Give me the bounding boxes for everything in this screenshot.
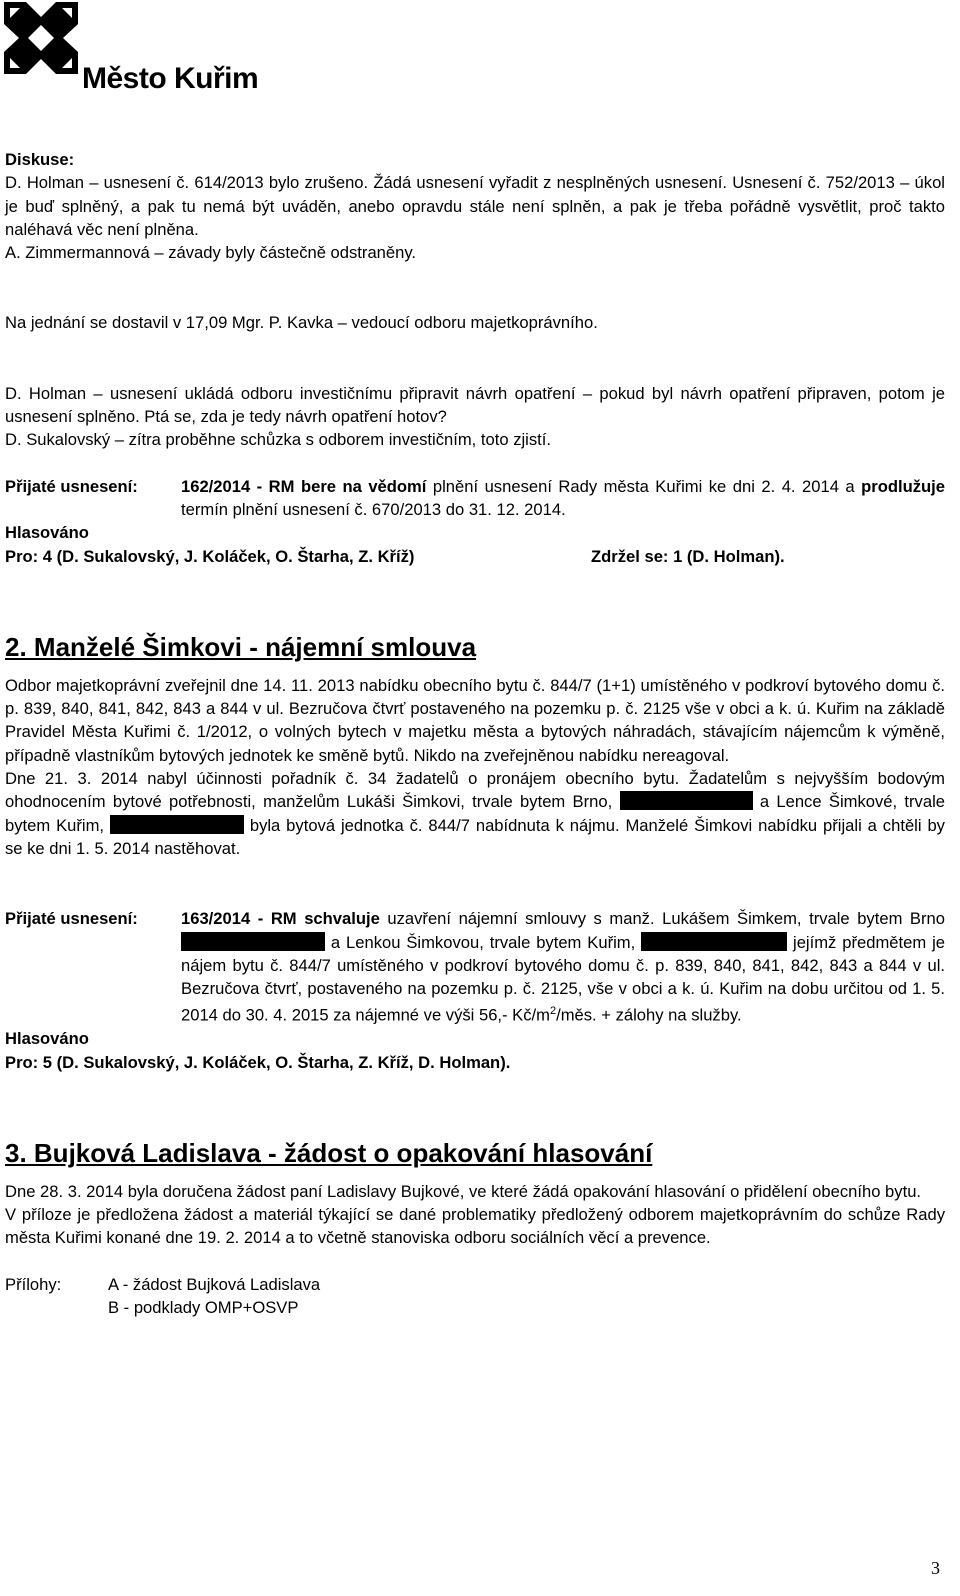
- resolution-label: Přijaté usnesení:: [5, 476, 138, 496]
- section-3-title: 3. Bujková Ladislava - žádost o opakování hlasování: [5, 1137, 653, 1168]
- discussion-heading: Diskuse:: [5, 150, 75, 169]
- section-3-para-1: Dne 28. 3. 2014 byla doručena žádost paní Ladislavy Bujkové, ve které žádá opakování hlasování o přidělení obecního bytu.: [5, 1181, 922, 1201]
- page-number: 3: [931, 1558, 940, 1578]
- resolution-label: Přijaté usnesení:: [5, 909, 138, 929]
- discussion-sukalovsky: D. Sukalovský – zítra proběhne schůzka s odborem investičním, toto zjistí.: [5, 430, 551, 450]
- discussion-zimmermannova: A. Zimmermannová – závady byly částečně odstraněny.: [5, 243, 417, 263]
- redaction-bar: [110, 815, 244, 834]
- attachments: [5, 1273, 945, 1320]
- vote-pro: Pro: 5 (D. Sukalovský, J. Koláček, O. Štarha, Z. Kříž, D. Holman).: [5, 1052, 511, 1072]
- arrival-note: Na jednání se dostavil v 17,09 Mgr. P. Kavka – vedoucí odboru majetkoprávního.: [5, 313, 598, 333]
- discussion-holman: D. Holman – usnesení č. 614/2013 bylo zrušeno. Žádá usnesení vyřadit z nesplněných usnesení. Usnesení č. 752/2013 – úkol je buď splněný, a pak tu nemá být uváděn, anebo opravdu stále není splněn, a pak je třeba pořádně vysvětlit, proč takto naléhavá věc není plněna.: [5, 173, 945, 239]
- section-2-para-1: Odbor majetkoprávní zveřejnil dne 14. 11. 2013 nabídku obecního bytu č. 844/7 (1+1) umístěného v podkroví bytového domu č. p. 839, 840, 841, 842, 843 a 844 v ul. Bezručova čtvrť postaveného na pozemku p. č. 2125 vše v obci a k. ú. Kuřim na základě Pravidel Města Kuřimi č. 1/2012, o volných bytech v majetku města a bytových náhradách, stávajícím nájemcům k výměně, případně vlastníkům bytových jednotek ke směně bytů. Nikdo na zveřejněnou nabídku nereagoval.: [5, 675, 945, 765]
- resolution-162: Přijaté usnesení: 162/2014 - RM bere na vědomí plnění usnesení Rady města Kuřimi ke dni 2. 4. 2014 a prodlužuje termín plnění usnesení č. 670/2013 do 31. 12. 2014.: [5, 475, 945, 522]
- attachments-label: Přílohy:: [5, 1274, 62, 1294]
- vote-abstain: Zdržel se: 1 (D. Holman).: [591, 546, 785, 566]
- redaction-bar: [641, 932, 787, 951]
- discussion-holman-2: D. Holman – usnesení ukládá odboru investičnímu připravit návrh opatření – pokud byl návrh opatření připraven, potom je usnesení splněno. Ptá se, zda je tedy návrh opatření hotov?: [5, 383, 945, 427]
- section-3-para-2: V příloze je předložena žádost a materiál týkající se dané problematiky předložený odborem majetkoprávním do schůze Rady města Kuřimi konané dne 19. 2. 2014 a to včetně stanoviska odboru sociálních věcí a prevence.: [5, 1205, 945, 1248]
- vote-label: Hlasováno: [5, 523, 89, 543]
- resolution-number: 162/2014 - RM bere na vědomí: [181, 476, 427, 496]
- vote-pro: Pro: 4 (D. Sukalovský, J. Koláček, O. Štarha, Z. Kříž): [5, 546, 415, 566]
- document-body: [5, 148, 945, 1319]
- logo-text: Město Kuřim: [82, 62, 259, 95]
- vote-label: Hlasováno: [5, 1029, 89, 1049]
- city-emblem-icon: [4, 2, 78, 74]
- section-2-title: 2. Manželé Šimkovi - nájemní smlouva: [5, 631, 477, 662]
- vote-result: [5, 545, 945, 568]
- attachment-item: B - podklady OMP+OSVP: [108, 1298, 299, 1318]
- attachment-item: A - žádost Bujková Ladislava: [108, 1274, 321, 1294]
- resolution-163: Přijaté usnesení: 163/2014 - RM schvaluje uzavření nájemní smlouvy s manž. Lukášem Šimkem, trvale bytem Brno a Lenkou Šimkovou, trvale bytem Kuřim, jejímž předmětem je nájem bytu č. 844/7 umístěného v podkroví bytového domu č. p. 839, 840, 841, 842, 843 a 844 v ul. Bezručova čtvrť, postaveného na pozemku p. č. 2125, vše v obci a k. ú. Kuřim na dobu určitou od 1. 5. 2014 do 30. 4. 2015 za nájemné ve výši 56,- $Kč/m^2$/měs. + zálohy na služby.: [5, 907, 945, 1027]
- city-logo: [4, 2, 259, 97]
- section-2-para-2: Dne 21. 3. 2014 nabyl účinnosti pořadník č. 34 žadatelů o pronájem obecního bytu. Žadatelům s nejvyšším bodovým ohodnocením bytové potřebnosti, manželům Lukáši Šimkovi, trvale bytem Brno, a Lence Šimkové, trvale bytem Kuřim, byla bytová jednotka č. 844/7 nabídnuta k nájmu. Manželé Šimkovi nabídku přijali a chtěli by se ke dni 1. 5. 2014 nastěhovat.: [5, 769, 945, 858]
- redaction-bar: [181, 932, 325, 951]
- redaction-bar: [620, 791, 753, 810]
